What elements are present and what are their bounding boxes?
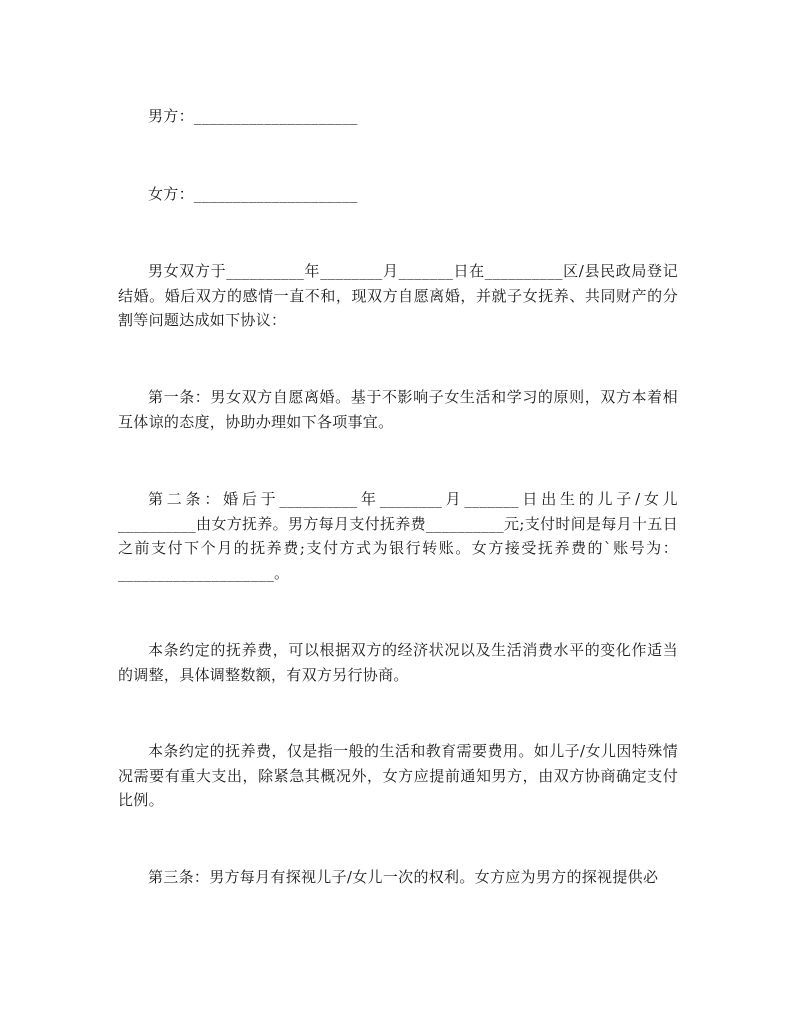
- article-2-adjustment-paragraph: 本条约定的抚养费，可以根据双方的经济状况以及生活消费水平的变化作适当的调整，具体调整数额，有双方另行协商。: [118, 641, 678, 684]
- male-party-line: 男方：_____________________: [148, 107, 358, 125]
- article-1-paragraph: 第一条：男女双方自愿离婚。基于不影响子女生活和学习的原则，双方本着相互体谅的态度，协助办理如下各项事宜。: [118, 388, 678, 431]
- article-3-paragraph: 第三条：男方每月有探视儿子/女儿一次的权利。女方应为男方的探视提供必: [148, 868, 659, 886]
- female-party-line: 女方：_____________________: [148, 185, 358, 203]
- article-2-scope-paragraph: 本条约定的抚养费，仅是指一般的生活和教育需要费用。如儿子/女儿因特殊情况需要有重大支出，除紧急其概况外，女方应提前通知男方，由双方协商确定支付比例。: [118, 742, 678, 809]
- article-2-paragraph: 第二条：婚后于__________年________月_______日出生的儿子/女儿__________由女方抚养。男方每月支付抚养费__________元;支付时间是每月十五日之前支付下个月的抚养费;支付方式为银行转账。女方接受抚养费的`账号为：____________________。: [118, 490, 678, 582]
- preamble-paragraph: 男女双方于__________年________月_______日在__________区/县民政局登记结婚。婚后双方的感情一直不和，现双方自愿离婚，并就子女抚养、共同财产的分割等问题达成如下协议：: [118, 262, 678, 329]
